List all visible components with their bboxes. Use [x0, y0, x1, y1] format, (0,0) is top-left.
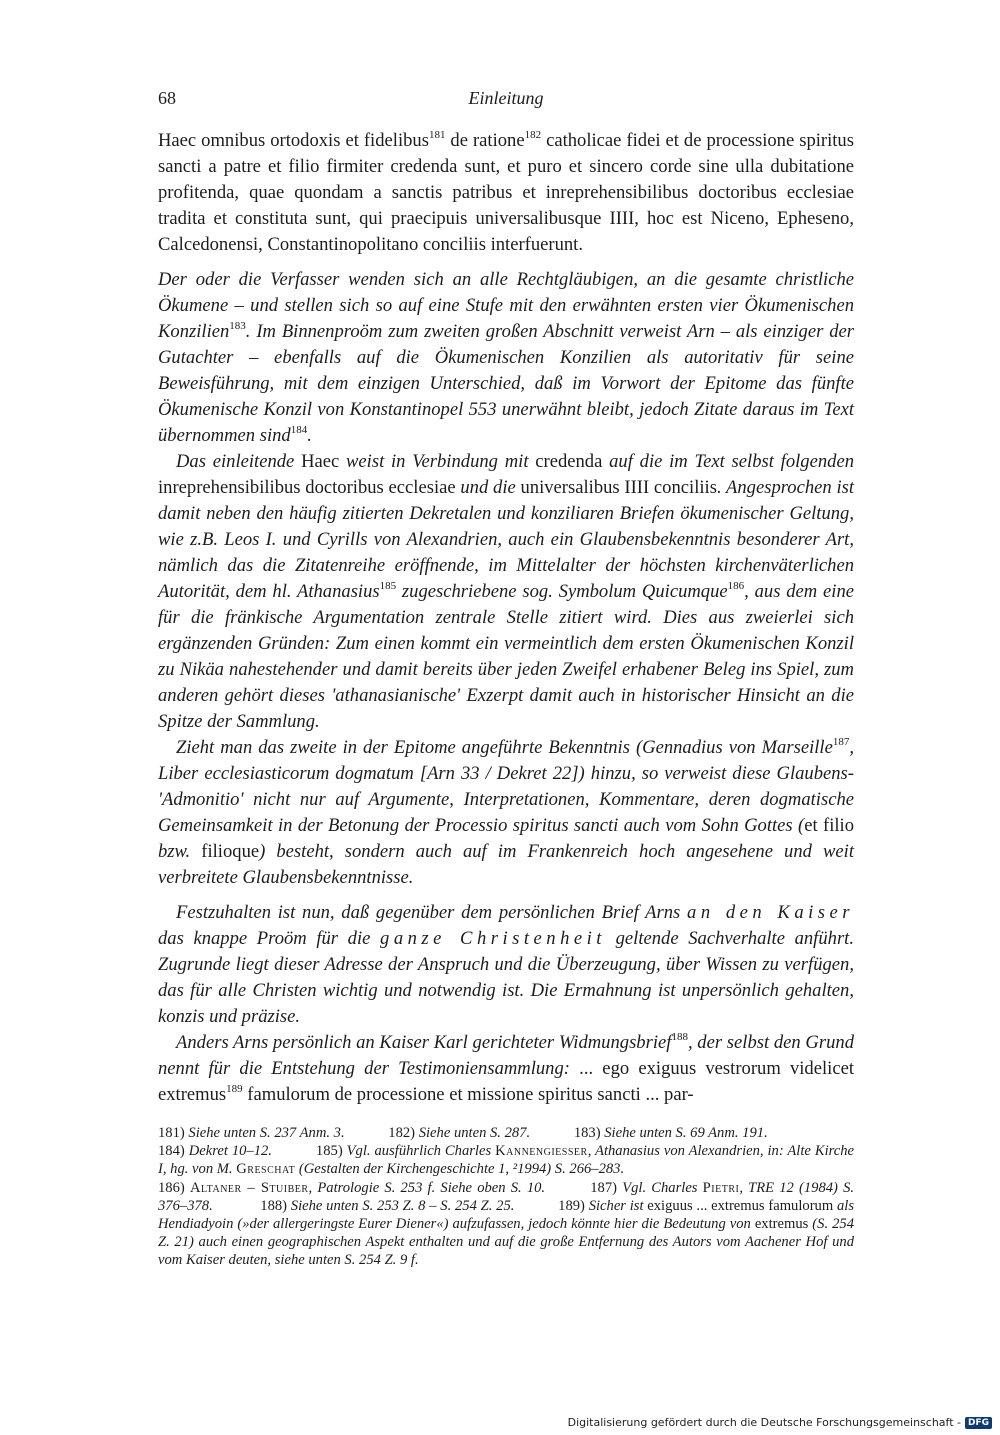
- text-run: Zieht man das zweite in der Epitome angeführte Bekenntnis (Gennadius von Marseille: [176, 737, 833, 758]
- footnote-number: 186): [158, 1179, 185, 1196]
- text-run: geltende Sachverhalte anführt. Zugrunde liegt dieser Adresse der Anspruch und die Überzeugung, über Wissen zu verfügen, das für alle Christen wichtig und notwendig ist. Die Ermahnung ist unpersönlich gehalten, konzis und präzise.: [158, 928, 854, 1027]
- footnote-text: Siehe unten S. 237 Anm. 3.: [188, 1125, 345, 1141]
- footnote-ref[interactable]: 188: [671, 1031, 688, 1043]
- footnote-text: als Hendiadyoin (»der allergeringste Eurer Diener«) aufzufassen, jedoch könnte hier die Bedeutung von: [158, 1197, 855, 1233]
- latin-term: universalibus IIII conciliis: [520, 477, 717, 498]
- footnote-ref[interactable]: 187: [832, 736, 850, 748]
- text-run: Anders Arns persönlich an Kaiser Karl gerichteter Widmungsbrief: [176, 1032, 672, 1053]
- footnote-number: 189): [558, 1197, 585, 1214]
- latin-term: inreprehensibilibus doctoribus ecclesiae: [158, 477, 456, 498]
- text-run: Festzuhalten ist nun, daß gegenüber dem persönlichen Brief Arns: [176, 902, 688, 923]
- footnote-number: 188): [260, 1197, 288, 1214]
- latin-quote: [158, 128, 854, 258]
- text-run: auf die im Text selbst folgenden: [602, 451, 854, 472]
- text-run: catholicae fidei et de processione spiritus sancti a patre et filio firmiter credenda sunt, et puro et sincero corde sine ulla dubitatione profitenda, quae quondam a sanctis patribus et inreprehensibilibus doctoribus ecclesiae tradita et constituta sunt, qui praecipuis universalibusque IIII, hoc est Niceno, Epheseno, Calcedonensi, Constantinopolitano conciliis interfuerunt.: [158, 130, 854, 255]
- footnote-number: 184): [158, 1143, 185, 1160]
- text-run: de ratione: [445, 130, 525, 151]
- footnote-ref[interactable]: 185: [379, 580, 397, 592]
- spaced-emphasis: an den Kaiser: [687, 902, 855, 923]
- text-run: , der selbst den Grund nennt für die Entstehung der Testimoniensammlung:: [158, 1032, 854, 1079]
- latin-term: credenda: [535, 451, 603, 472]
- credit-text: Digitalisierung gefördert durch die Deutsche Forschungsgemeinschaft -: [567, 1416, 961, 1429]
- footnote-text: , TRE 12 (1984) S. 376–378.: [158, 1179, 855, 1214]
- footnote-text: Siehe unten S. 287.: [418, 1125, 531, 1141]
- page-number: 68: [158, 88, 176, 108]
- footnote-number: 187): [590, 1179, 618, 1196]
- text-run: Der oder die Verfasser wenden sich an alle Rechtgläubigen, an die gesamte christliche Ökumene – und stellen sich so auf eine Stufe mit den erwähnten ersten vier Ökumenischen Konzilien: [158, 269, 854, 342]
- footnote-ref[interactable]: 183: [229, 320, 246, 332]
- text-run: , aus dem eine für die fränkische Argumentation zentrale Stelle zitiert wird. Dies aus zweierlei sich ergänzenden Gründen: Zum einen kommt ein vermeintlich dem ersten Ökumenischen Konzil zu Nikäa nahestehender und damit bereits über jeden Zweifel erhabener Beleg ins Spiel, zum anderen gehört dieses 'athanasianische' Exzerpt damit auch in historischer Hinsicht an die Spitze der Sammlung.: [158, 581, 854, 732]
- footnote-text: , Patrologie S. 253 f. Siehe oben S. 10.: [308, 1179, 546, 1196]
- text-run: zugeschriebene sog. Symbolum Quicumque: [396, 581, 728, 602]
- footnote-number: 182): [388, 1125, 416, 1141]
- latin-term: extremus: [754, 1216, 809, 1233]
- footnote-text: Vgl. ausführlich Charles: [346, 1143, 496, 1160]
- text-run: Das einleitende: [176, 451, 302, 472]
- latin-term: exiguus ... extremus famulorum: [647, 1197, 834, 1214]
- paragraph-4: [158, 900, 854, 1030]
- footnote-text: Vgl. Charles: [622, 1179, 703, 1196]
- text-run: weist in Verbindung mit: [339, 451, 536, 472]
- author-name: Pietri: [702, 1179, 740, 1196]
- author-name: Altaner – Stuiber: [189, 1179, 309, 1196]
- text-run: .: [307, 425, 312, 446]
- author-name: Greschat: [236, 1161, 296, 1178]
- latin-term: Haec: [301, 451, 340, 472]
- text-run: . Im Binnenproöm zum zweiten großen Abschnitt verweist Arn – als einziger der Gutachter – ebenfalls auf die Ökumenischen Konzilien als autoritativ für seine Beweisführung, mit dem einzigen Unterschied, daß im Vorwort der Epitome das fünfte Ökumenische Konzil von Konstantinopel 553 unerwähnt bleibt, jedoch Zitate daraus im Text übernommen sind: [158, 321, 854, 446]
- footnote-line: [158, 1179, 854, 1270]
- footnote-text: Sicher ist: [588, 1197, 648, 1214]
- paragraph-1: [158, 267, 854, 449]
- dfg-logo-icon: DFG: [965, 1417, 992, 1429]
- footnote-text: Dekret 10–12.: [188, 1143, 272, 1160]
- footnote-line: [158, 1124, 854, 1142]
- footnote-ref[interactable]: 184: [290, 424, 308, 436]
- text-run: , Liber ecclesiasticorum dogmatum [Arn 33 / Dekret 22]) hinzu, so verweist diese Glaubens-'Admonitio' nicht nur auf Argumente, Interpretationen, Kommentare, deren dogmatische Gemeinsamkeit in der Betonung der Processio spiritus sancti auch vom Sohn Gottes (: [158, 737, 854, 836]
- footnote-number: 181): [158, 1125, 185, 1141]
- footnote-text: (Gestalten der Kirchengeschichte 1, ²1994) S. 266–283.: [295, 1161, 625, 1178]
- paragraph-5: [158, 1030, 854, 1108]
- footnotes: [158, 1124, 854, 1270]
- text-run: das knappe Proöm für die: [158, 928, 381, 949]
- footnote-text: (S. 254 Z. 21) auch einen geographischen Aspekt enthalten und auf die große Entfernung des Autors vom Aachener Hof und vom Kaiser deuten, siehe unten S. 254 Z. 9 f.: [158, 1216, 854, 1269]
- page: [158, 88, 854, 1270]
- latin-term: et filio: [804, 815, 854, 836]
- spaced-emphasis: ganze Christenheit: [380, 928, 606, 949]
- footnote-ref[interactable]: 182: [524, 129, 542, 141]
- paragraph-3: [158, 735, 854, 891]
- text-run: ) besteht, sondern auch auf im Frankenreich hoch angesehene und weit verbreitete Glaubensbekenntnisse.: [158, 841, 854, 888]
- running-title: Einleitung: [468, 88, 544, 108]
- page-header: [158, 88, 854, 114]
- digitization-credit: [568, 1416, 992, 1429]
- footnote-line: [158, 1142, 854, 1178]
- footnote-ref[interactable]: 186: [727, 580, 745, 592]
- footnote-text: Siehe unten S. 253 Z. 8 – S. 254 Z. 25.: [290, 1197, 515, 1214]
- paragraph-2: [158, 449, 854, 735]
- text-run: . Angesprochen ist damit neben den häufig zitierten Dekretalen und konziliaren Briefen ökumenischer Geltung, wie z.B. Leos I. und Cyrills von Alexandrien, auch ein Glaubensbekenntnis besonderer Art, nämlich das die Zitatenreihe eröffnende, im Mittelalter der höchsten kirchenväterlichen Autorität, dem hl. Athanasius: [158, 477, 855, 602]
- footnote-text: Siehe unten S. 69 Anm. 191.: [604, 1125, 768, 1141]
- footnote-ref[interactable]: 181: [428, 129, 446, 141]
- text-run: Haec omnibus ortodoxis et fidelibus: [158, 130, 429, 151]
- author-name: Kannengiesser: [495, 1143, 588, 1160]
- text-run: und die: [455, 477, 521, 498]
- body-text: [158, 267, 854, 1108]
- latin-term: famulorum de processione et missione spiritus sancti ... par-: [242, 1084, 694, 1105]
- footnote-text: , Athanasius von Alexandrien, in: Alte Kirche I, hg. von M.: [158, 1143, 855, 1178]
- text-run: bzw.: [158, 841, 202, 862]
- latin-term: ... ego exiguus vestrorum videlicet extremus: [158, 1058, 854, 1105]
- footnote-number: 183): [573, 1125, 601, 1141]
- footnote-ref[interactable]: 189: [226, 1083, 243, 1095]
- footnote-number: 185): [315, 1143, 343, 1160]
- latin-term: filioque: [201, 841, 260, 862]
